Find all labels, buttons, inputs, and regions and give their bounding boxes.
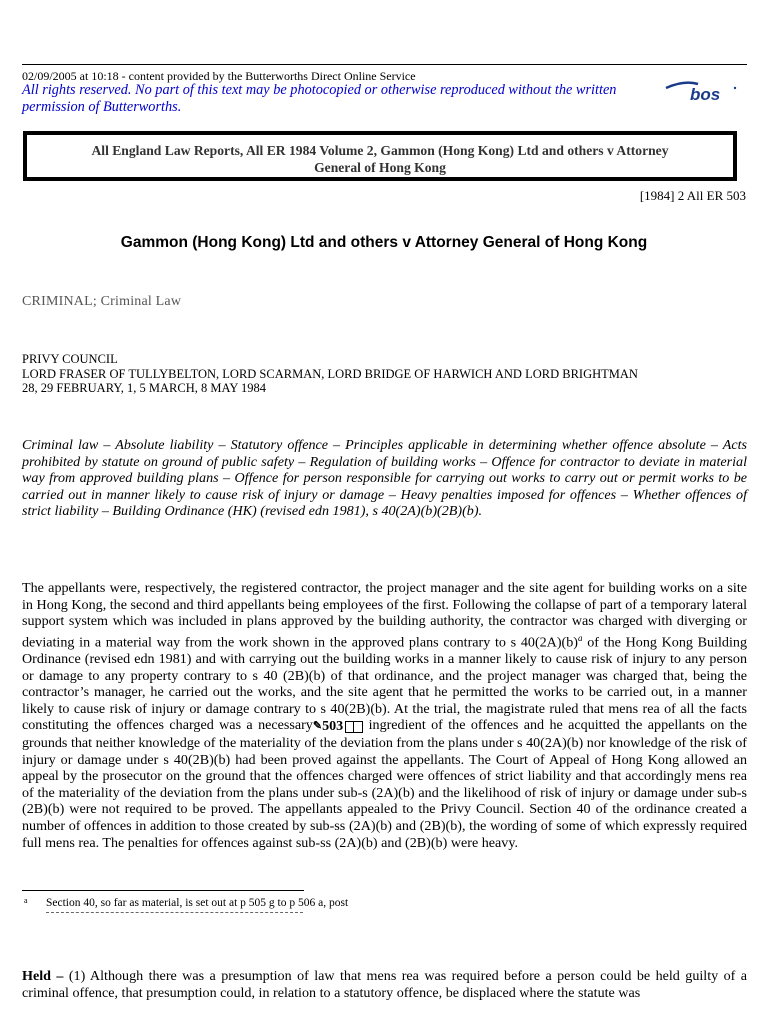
- report-title-box: [23, 131, 737, 181]
- subject-heading: CRIMINAL; Criminal Law: [22, 294, 182, 309]
- headnote-text-1: The appellants were, respectively, the registered contractor, the project manager and the site agent for building works on a site in Hong Kong, the second and third appellants being employees of the first. Following the collapse of part of a temporary lateral support system which was included in plans approved by the building authority, the contractor was charged with diverging or deviating in a material way from the work shown in the approved plans contrary to s 40(2A)(b): [22, 580, 747, 651]
- footnote-mark: a: [24, 896, 28, 905]
- book-icon[interactable]: [345, 721, 363, 733]
- footnote-ref-a[interactable]: a: [578, 632, 583, 643]
- service-meta: 02/09/2005 at 10:18 - content provided by the Butterworths Direct Online Service: [22, 69, 416, 83]
- page-arrow-icon: ✎: [312, 720, 323, 733]
- report-title-line1: All England Law Reports, All ER 1984 Volume 2, Gammon (Hong Kong) Ltd and others v Attorney: [91, 143, 669, 158]
- report-title-line2: General of Hong Kong: [314, 160, 446, 175]
- held-paragraph: [22, 968, 747, 1002]
- header-rule: [22, 64, 747, 65]
- logo-text: bos: [690, 85, 721, 104]
- court-block: [22, 352, 638, 396]
- logo-dot: [734, 87, 736, 89]
- headnote-paragraph: [22, 580, 747, 851]
- held-text: (1) Although there was a presumption of law that mens rea was required before a person could be held guilty of a criminal offence, that presumption could, in relation to a statutory offence, be displaced where the statute was: [22, 968, 747, 1001]
- page-marker[interactable]: [313, 718, 363, 735]
- page-marker-number: 503: [322, 718, 344, 735]
- court-dates: 28, 29 FEBRUARY, 1, 5 MARCH, 8 MAY 1984: [22, 381, 267, 395]
- catchwords: Criminal law – Absolute liability – Statutory offence – Principles applicable in determining whether offence absolute – Acts prohibited by statute on ground of public safety – Regulation of building works – Offence for contractor to deviate in material way from approved building plans – Offence for person responsible for carrying out works to carry out or permit works to be carried out in manner likely to cause risk of injury or damage – Heavy penalties imposed for offences – Whether offences of strict liability – Building Ordinance (HK) (revised edn 1981), s 40(2A)(b)(2B)(b).: [22, 437, 747, 520]
- headnote-text-2: of the Hong Kong Building Ordinance (revised edn 1981) and with carrying out the building works in a manner likely to cause risk of injury to any person or damage to any property contrary to s 40 (2B)(b) of that ordinance, and the project manager was charged that, being the contractor’s manager, he carried out the works, and the site agent that he permitted the works to be carried out, in a manner likely to cause risk of injury or damage contrary to s 40(2B)(b). At the trial, the magistrate ruled that mens rea of all the facts constituting the offences charged was a necessary: [22, 634, 747, 734]
- footnote-rule: [22, 890, 304, 891]
- court-judges: LORD FRASER OF TULLYBELTON, LORD SCARMAN, LORD BRIDGE OF HARWICH AND LORD BRIGHTMAN: [22, 366, 638, 381]
- footnote-dashed-rule: [46, 912, 303, 913]
- rights-notice: All rights reserved. No part of this text may be photocopied or otherwise reproduced without the written permission of Butterworths.: [22, 82, 617, 115]
- citation: [1984] 2 All ER 503: [639, 188, 746, 203]
- case-title: Gammon (Hong Kong) Ltd and others v Attorney General of Hong Kong: [120, 234, 648, 251]
- held-label: Held –: [22, 968, 69, 984]
- bos-logo-icon: [664, 78, 744, 104]
- footnote-text: Section 40, so far as material, is set out at p 505 g to p 506 a, post: [46, 897, 349, 909]
- footnote: [24, 896, 349, 910]
- court-name: PRIVY COUNCIL: [22, 352, 118, 366]
- headnote-text-3: ingredient of the offences and he acquitted the appellants on the grounds that neither knowledge of the materiality of the deviation from the plans under s 40(2A)(b) nor knowledge of the risk of injury or damage under s 40(2B)(b) had been proved against the appellants. The Court of Appeal of Hong Kong allowed an appeal by the prosecutor on the ground that the offences charged were offences of strict liability and that accordingly mens rea of the materiality of the deviation from the plans under sub-s (2A)(b) and the likelihood of risk of injury or damage under sub-s (2B)(b) were not required to be proved. The appellants appealed to the Privy Council. Section 40 of the ordinance created a number of offences in addition to those created by sub-ss (2A)(b) and (2B)(b), the wording of some of which expressly required full mens rea. The penalties for offences against sub-ss (2A)(b) and (2B)(b) were heavy.: [22, 717, 747, 851]
